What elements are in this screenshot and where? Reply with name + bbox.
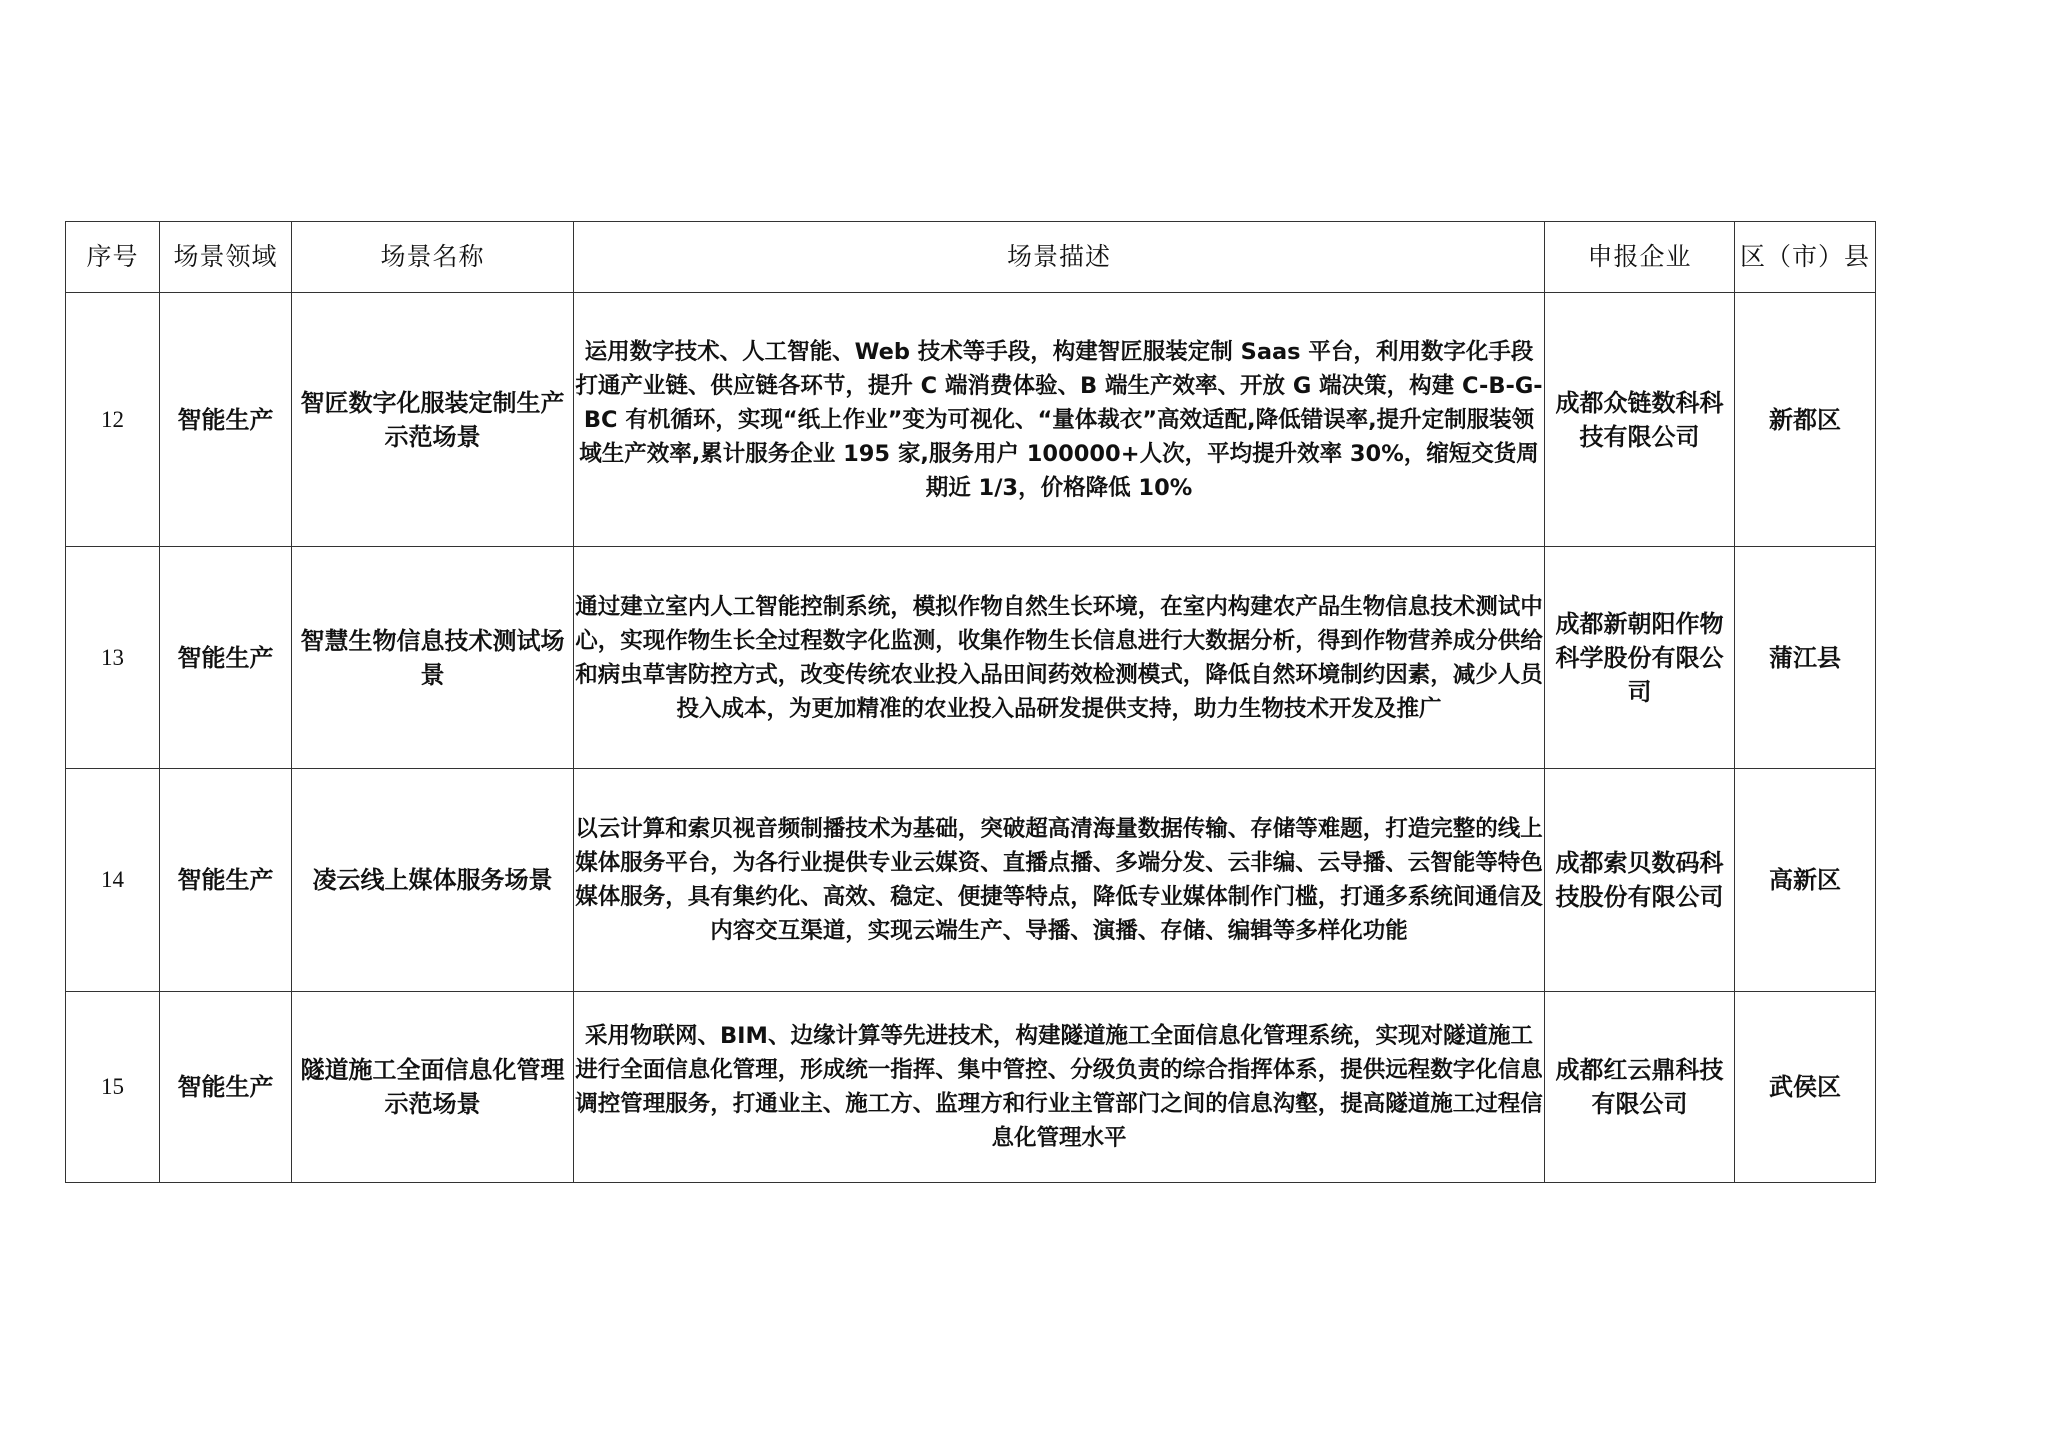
serial-no-cell: 12 (66, 293, 160, 547)
header-scenario-field: 场景领域 (160, 222, 292, 293)
enterprise-cell: 成都索贝数码科技股份有限公司 (1545, 769, 1735, 992)
scenario-name-cell: 凌云线上媒体服务场景 (292, 769, 574, 992)
scenario-name-cell: 隧道施工全面信息化管理示范场景 (292, 992, 574, 1183)
enterprise-cell: 成都新朝阳作物科学股份有限公司 (1545, 547, 1735, 769)
district-cell: 高新区 (1735, 769, 1876, 992)
table-row (66, 547, 1876, 769)
table-row (66, 769, 1876, 992)
table-row (66, 293, 1876, 547)
header-scenario-name: 场景名称 (292, 222, 574, 293)
header-district: 区（市）县 (1735, 222, 1876, 293)
serial-no-cell: 15 (66, 992, 160, 1183)
serial-no-cell: 13 (66, 547, 160, 769)
scenario-field-cell: 智能生产 (160, 293, 292, 547)
scenario-description-cell: 通过建立室内人工智能控制系统，模拟作物自然生长环境，在室内构建农产品生物信息技术测试中心，实现作物生长全过程数字化监测，收集作物生长信息进行大数据分析，得到作物营养成分供给和病虫草害防控方式，改变传统农业投入品田间药效检测模式，降低自然环境制约因素，减少人员投入成本，为更加精准的农业投入品研发提供支持，助力生物技术开发及推广 (574, 547, 1545, 769)
scenario-name-cell: 智匠数字化服装定制生产示范场景 (292, 293, 574, 547)
table-row (66, 992, 1876, 1183)
header-applicant-enterprise: 申报企业 (1545, 222, 1735, 293)
table-header-row (66, 222, 1876, 293)
scenario-description-cell: 以云计算和索贝视音频制播技术为基础，突破超高清海量数据传输、存储等难题，打造完整的线上媒体服务平台，为各行业提供专业云媒资、直播点播、多端分发、云非编、云导播、云智能等特色媒体服务，具有集约化、高效、稳定、便捷等特点，降低专业媒体制作门槛，打通多系统间通信及内容交互渠道，实现云端生产、导播、演播、存储、编辑等多样化功能 (574, 769, 1545, 992)
serial-no-cell: 14 (66, 769, 160, 992)
scenario-field-cell: 智能生产 (160, 547, 292, 769)
scenario-description-cell: 采用物联网、BIM、边缘计算等先进技术，构建隧道施工全面信息化管理系统，实现对隧道施工进行全面信息化管理，形成统一指挥、集中管控、分级负责的综合指挥体系，提供远程数字化信息调控管理服务，打通业主、施工方、监理方和行业主管部门之间的信息沟壑，提高隧道施工过程信息化管理水平 (574, 992, 1545, 1183)
scenario-field-cell: 智能生产 (160, 769, 292, 992)
scenario-field-cell: 智能生产 (160, 992, 292, 1183)
scenario-description-cell: 运用数字技术、人工智能、Web 技术等手段，构建智匠服装定制 Saas 平台，利用数字化手段打通产业链、供应链各环节，提升 C 端消费体验、B 端生产效率、开放 G 端决策，构建 C-B-G-BC 有机循环，实现“纸上作业”变为可视化、“量体裁衣”高效适配,降低错误率,提升定制服装领域生产效率,累计服务企业 195 家,服务用户 100000+人次，平均提升效率 30%，缩短交货周期近 1/3，价格降低 10% (574, 293, 1545, 547)
district-cell: 武侯区 (1735, 992, 1876, 1183)
header-serial-no: 序号 (66, 222, 160, 293)
scenario-name-cell: 智慧生物信息技术测试场景 (292, 547, 574, 769)
scenario-table (65, 221, 1876, 1183)
district-cell: 蒲江县 (1735, 547, 1876, 769)
header-scenario-description: 场景描述 (574, 222, 1545, 293)
enterprise-cell: 成都红云鼎科技有限公司 (1545, 992, 1735, 1183)
enterprise-cell: 成都众链数科科技有限公司 (1545, 293, 1735, 547)
district-cell: 新都区 (1735, 293, 1876, 547)
